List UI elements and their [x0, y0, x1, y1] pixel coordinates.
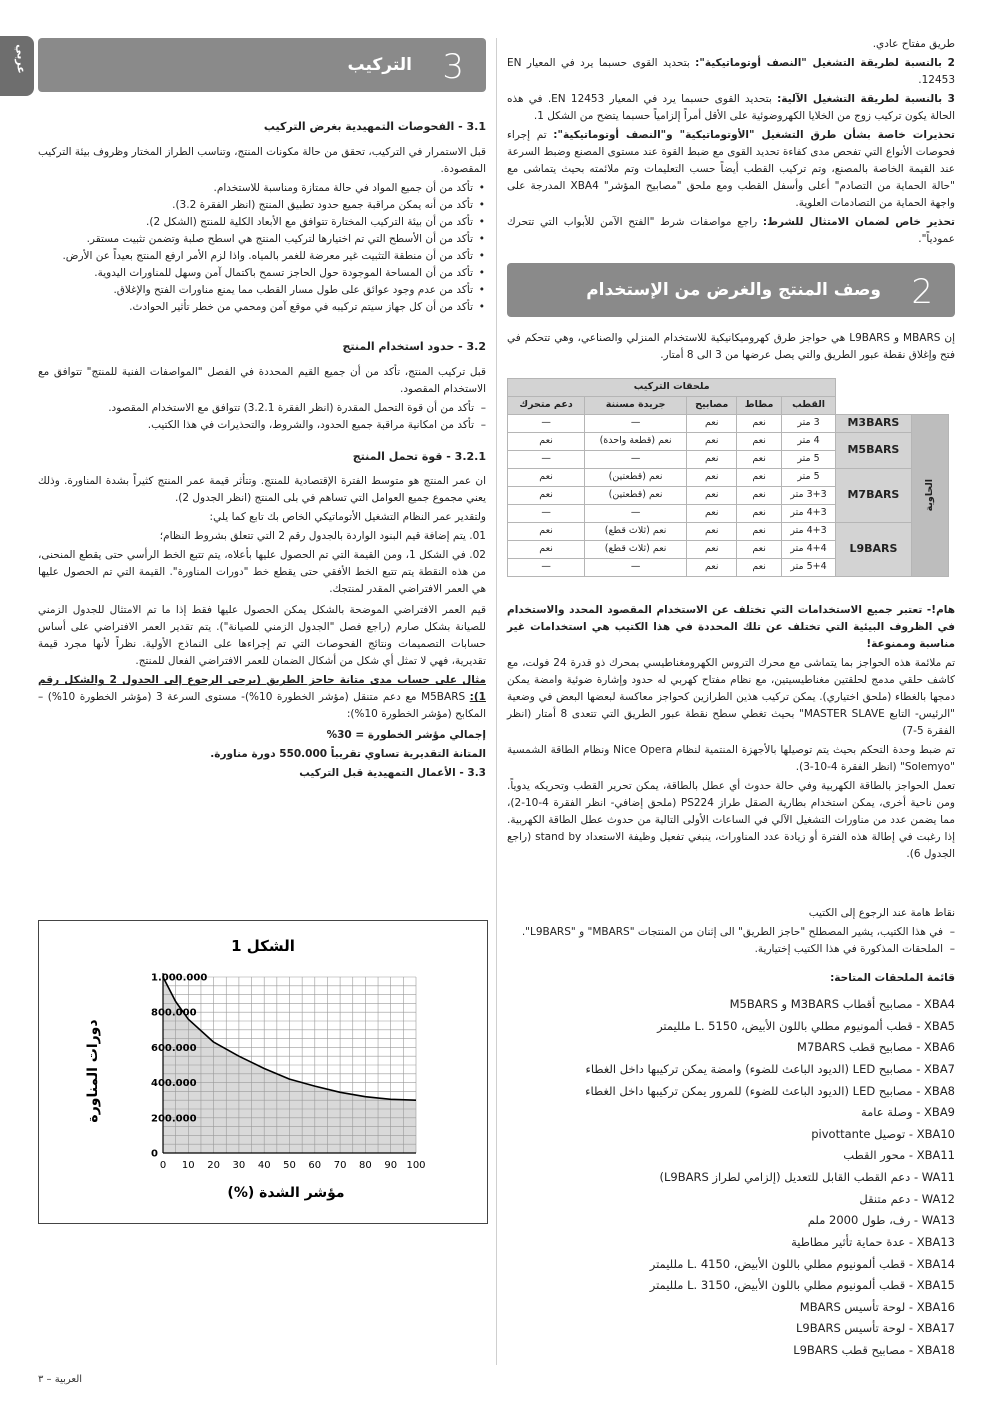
list-item: • تأكد من أن المساحة الموجودة حول الحاجز تسمح باكتمال آمن وسهل للمناورات اليدوية.	[38, 265, 486, 282]
page-footer: العربية – ٣	[38, 1374, 83, 1385]
models-table	[507, 378, 949, 577]
table-corner	[836, 379, 949, 415]
table-cell: نعم	[687, 451, 737, 469]
chart-x-tick-label: 100	[406, 1160, 426, 1171]
chart-title: الشكل 1	[231, 937, 295, 955]
column-divider	[496, 38, 497, 1365]
chart-x-tick-label: 90	[384, 1160, 398, 1171]
s321-total: إجمالي مؤشر الخطورة = 30%	[326, 729, 486, 742]
rt-line1: طريق مفتاح عادي.	[872, 38, 955, 50]
s2-intro-block	[507, 330, 955, 366]
table-model: L9BARS	[836, 523, 911, 577]
figure-1-chart	[38, 920, 488, 1224]
table-cell: نعم	[508, 523, 585, 541]
table-cell: —	[585, 415, 687, 433]
list-item: • تأكد من عدم وجود عوائق على طول مسار القطب مما يمنع مناورات الفتح والإغلاق.	[38, 282, 486, 299]
s2-p1: تم ملائمة هذه الحواجز بما يتماشى مع محرك التروس الكهرومغناطيسي بمحرك ذو قدرة 24 فولت، مع كاشف حلقي مدمج لحلقتين مغناطيسيتين، مع نظام مفتاح كهربي له حدود وإشارة ضوئية وامضة يمكن دمجها بالغطاء (ملحق اختياري). يمكن تركيب هذين الطرازين كحواجز معاكسة لبعضها البعض في وضعية "الرئيس- التابع MASTER SLAVE" بحيث تغطي سطح نقطة عبور الطريق التي تتعدى 8 أمتار (انظر الفقرة 5-7)	[507, 657, 955, 737]
table-row	[508, 469, 949, 487]
list-item: – الملحقات المذكورة في هذا الكتيب إختيارية.	[507, 941, 955, 958]
list-item: • تأكد من أن منطقة التثبيت غير معرضة للغمر بالمياه. واذا لزم الأمر ارفع المنتج بعيداً عن الأرض.	[38, 248, 486, 265]
s321-durability: المتانة التقديرية تساوي تقريباً 550.000 دورة مناورة.	[210, 748, 486, 761]
table-row	[508, 523, 949, 541]
section-2-header	[507, 263, 955, 317]
rt-warnings: تم إجراء فحوصات الأنواع التي تفحص مدى كفاءة تحديد القوى مع ضبط القوة عند مستوى المصنع وضبط السرعة عند القيمة الخاصة بالمصنع، وتم تركيب القطب أيضاً حسب التعليمات وتم ملائمته بحيث يتماشى مع "حالة الحماية من التصادم" أعلى وأسفل القطب ومع ملحق "مصابيح المؤشر" XBA4 المدرجة على واجهة الحماية من التصادمات العلوية.	[507, 129, 955, 209]
chart-xlabel: مؤشر الشدة (%)	[227, 1185, 345, 1201]
table-cell: —	[508, 451, 585, 469]
table-cell: نعم	[687, 505, 737, 523]
accessories-title: قائمة الملحقات المتاحة:	[830, 972, 955, 984]
s321-example: M5BARS مع دعم متنقل (مؤشر الخطورة 10%)- مستوى السرعة 3 (مؤشر الخطورة 10%) – المكابح (مؤشر الخطورة 10%):	[38, 691, 486, 721]
chart-x-tick-label: 0	[159, 1160, 167, 1171]
chart-x-tick-label: 60	[308, 1160, 322, 1171]
s31-intro: قبل الاستمرار في التركيب، تحقق من حالة مكونات المنتج، وتناسب الطراز المختار وظروف بيئة التركيب المقصودة.	[38, 145, 486, 175]
list-item: XBA5 - قطب ألمونيوم مطلي باللون الأبيض، L. 5150 ملليمتر	[657, 1018, 955, 1033]
list-item: • تأكد من أن كل جهاز سيتم تركيبه في موقع آمن ومحمي من خطر تأثير الحوادث.	[38, 299, 486, 316]
table-cell: —	[585, 505, 687, 523]
table-cell: نعم	[687, 469, 737, 487]
list-item: XBA18 - مصابيح قطب L9BARS	[793, 1343, 955, 1357]
rt-mode3-label: 3 بالنسبة لطريقة التشغيل الآلية:	[777, 93, 955, 105]
list-item: – تأكد من أن قوة التحمل المقدرة (انظر الفقرة 3.2.1) تتوافق مع الاستخدام المقصود.	[38, 400, 486, 417]
list-item: XBA16 - لوحة تأسيس MBARS	[799, 1299, 955, 1314]
rt-mode3: بتحديد القوى حسبما يرد في المعيار EN 12453. في هذه الحالة يكون تركيب زوج من الخلايا الكهروضوئية على الأقل أمراً إلزامياً حسبما يتضح من الشكل 1.	[507, 93, 955, 122]
chart-x-tick-label: 20	[207, 1160, 220, 1171]
table-cell: 5 متر	[781, 451, 836, 469]
chart-y-tick-label: 200.000	[151, 1113, 197, 1125]
table-cell: نعم (قطعتين)	[585, 469, 687, 487]
table-cell: نعم	[687, 541, 737, 559]
table-col-header: دعم متحرك	[508, 397, 585, 415]
table-cell: نعم (ثلاث قطع)	[585, 541, 687, 559]
table-cell: 4 متر	[781, 433, 836, 451]
table-cell: نعم	[687, 433, 737, 451]
list-item: XBA10 - توصيل pivottante	[811, 1126, 955, 1141]
s2-p3: تعمل الحواجز بالطاقة الكهربية وفي حالة حدوث أي عطل بالطاقة، يمكن تحرير القطب وتحريكه يدوياً. ومن ناحية أخرى، يمكن استخدام بطارية الصقل طراز PS224 (ملحق إضافي- انظر الفقرة 4-10-2)، مما يضمن عدد من مناورات التشغيل الآلي في الساعات الأولى التالية من حدوث عطل الطاقة الكهربية. إذا رغبت في إطالة هذه الفترة أو زيادة عدد المناورات، ينبغي تفعيل وظيفة الاستعداد stand by (راجع الجدول 6).	[507, 780, 956, 860]
list-item: XBA17 - لوحة تأسيس L9BARS	[795, 1321, 955, 1336]
table-group-header: ملحقات التركيب	[508, 379, 836, 397]
table-cell: —	[585, 559, 687, 577]
table-cell: نعم	[687, 523, 737, 541]
list-item: XBA8 - مصابيح LED (الديود الباعث للضوء) للمرور يمكن تركيبها داخل الغطاء	[585, 1083, 955, 1098]
chart-y-tick-label: 600.000	[151, 1042, 197, 1054]
table-family-cell	[911, 415, 948, 577]
chart-y-tick-label: 400.000	[151, 1078, 197, 1090]
chart-x-tick-label: 80	[359, 1160, 372, 1171]
table-cell: نعم (قطعة واحدة)	[585, 433, 687, 451]
list-item: WA11 - دعم القطب القابل للتعديل (إلزامي لطراز L9BARS)	[659, 1170, 955, 1184]
list-item: XBA6 - مصابيح قطب M7BARS	[797, 1040, 955, 1055]
list-item: XBA14 - قطب ألمونيوم مطلي باللون الأبيض، L. 4150 ملليمتر	[649, 1256, 955, 1271]
table-col-header: مطاط	[737, 397, 781, 415]
table-cell: —	[585, 451, 687, 469]
right-top-text	[507, 36, 955, 250]
list-item: XBA7 - مصابيح LED (الديود الباعث للضوء) وامضة يمكن تركيبها داخل الغطاء	[585, 1061, 955, 1076]
rt-mode2: بتحديد القوى حسبما يرد في المعيار EN 12453.	[507, 57, 955, 86]
rt-mode2-label: 2 بالنسبة لطريقة التشغيل "النصف أوتوماتيكية":	[695, 57, 955, 69]
s2-notes-list	[507, 924, 955, 958]
table-model: M5BARS	[836, 433, 911, 469]
s32-title: 3.2 - حدود استخدام المنتج	[342, 339, 486, 353]
table-cell: —	[508, 505, 585, 523]
table-row	[508, 415, 949, 433]
table-cell: 4+4 متر	[781, 541, 836, 559]
section-3-header	[38, 38, 486, 92]
s33-title: 3.3 - الأعمال التمهيدية قبل التركيب	[299, 767, 486, 780]
table-cell: نعم	[737, 433, 781, 451]
table-col-header: مصابيح	[687, 397, 737, 415]
rt-warnings-label: تحذيرات خاصة بشأن طرق التشغيل "الأوتوماتيكية" و"النصف أوتوماتيكية":	[553, 129, 955, 141]
table-cell: 5 متر	[781, 469, 836, 487]
table-cell: نعم (قطعتين)	[585, 487, 687, 505]
s321-step1: 01. يتم إضافة قيم البنود الواردة بالجدول رقم 2 التي تتعلق بشروط النظام؛	[159, 530, 486, 543]
table-cell: نعم	[737, 505, 781, 523]
accessories-list	[507, 995, 955, 1360]
table-cell: نعم	[737, 469, 781, 487]
s321-example-title: مثال على حساب مدى متانة حاجز الطريق (يرجى الرجوع إلى الجدول 2 والشكل رقم 1):	[38, 674, 486, 704]
chart-ylabel: دورات المناورة	[85, 1019, 101, 1123]
table-cell: نعم	[737, 487, 781, 505]
list-item: – تأكد من امكانية مراقبة جميع الحدود، والشروط، والتحذيرات في هذا الكتيب.	[38, 417, 486, 434]
list-item: XBA4 - مصابيح أقطاب M3BARS و M5BARS	[729, 997, 955, 1011]
list-item: • تأكد من أن جميع المواد في حالة ممتازة ومناسبة للاستخدام.	[38, 180, 486, 197]
table-cell: 4+3 متر	[781, 523, 836, 541]
list-item: XBA9 - وصلة عامة	[860, 1105, 955, 1120]
table-cell: نعم	[508, 487, 585, 505]
durability-chart	[39, 921, 487, 1223]
table-cell: 5+4 متر	[781, 559, 836, 577]
chart-x-tick-label: 70	[333, 1160, 347, 1171]
s321-title: 3.2.1 - قوة تحمل المنتج	[352, 449, 486, 463]
s31-title: 3.1 - الفحوصات التمهيدية بغرض التركيب	[263, 120, 486, 133]
table-cell: نعم	[737, 559, 781, 577]
table-cell: 3+3 متر	[781, 487, 836, 505]
s32-intro: قبل تركيب المنتج، تأكد من أن جميع القيم المحددة في الفصل "المواصفات الفنية للمنتج" تتوافق مع الاستخدام المقصود.	[38, 365, 486, 395]
chart-x-tick-label: 50	[283, 1160, 296, 1171]
list-item: • تأكد من أنه يمكن مراقبة جميع حدود تطبيق المنتج (انظر الفقرة 3.2).	[38, 197, 486, 214]
table-cell: 3 متر	[781, 415, 836, 433]
table-cell: نعم	[737, 541, 781, 559]
language-tab-label: عربي	[14, 44, 28, 74]
table-cell: نعم	[737, 523, 781, 541]
list-item: WA13 - رف، طول 2000 ملم	[807, 1213, 955, 1228]
s321-p5: قيم العمر الافتراضي الموضحة بالشكل يمكن الحصول عليها فقط إذا ما تم الامتثال للجدول الزمني للصيانة بشكل صارم (راجع فصل "الجدول الزمني للصيانة"). يتم تقدير العمر الافتراضي على أساس حسابات التصميمات ونتائج الفحوصات التي تم إجراءها على النماذج الأولية. نظراً لأنها مجرد قيمة تقديرية، فهي لا تمثل أي شكل من أشكال الضمان للعمر الافتراضي الفعال للمنتج.	[38, 604, 486, 668]
chart-x-tick-label: 40	[257, 1160, 271, 1171]
list-item: • تأكد من أن الأسطح التي تم اختيارها لتركيب المنتج هي اسطح صلبة وتضمن تثبيت مستقر.	[38, 231, 486, 248]
rt-compliance: راجع مواصفات شرط "الفتح الآمن للأبواب التي تتحرك عمودياً".	[507, 216, 955, 245]
table-model: M3BARS	[836, 415, 911, 433]
section-2-title: وصف المنتج والغرض من الإستخدام	[586, 280, 881, 300]
list-item: XBA13 - عدة حماية تأثير مطاطية	[791, 1234, 955, 1249]
table-cell: نعم	[508, 469, 585, 487]
s2-notes	[507, 905, 955, 1363]
list-item: XBA11 - محور القطب	[843, 1148, 955, 1163]
section-3-body	[38, 112, 486, 784]
table-cell: نعم	[687, 487, 737, 505]
s32-list	[38, 400, 486, 434]
list-item: – في هذا الكتيب، يشير المصطلح "حاجز الطريق" الى إثنان من المنتجات "MBARS" و "L9BARS".	[507, 924, 955, 941]
table-cell: —	[508, 559, 585, 577]
list-item: WA12 - دعم متنقل	[859, 1191, 955, 1206]
s321-p1: ان عمر المنتج هو متوسط الفترة الإقتصادية للمنتج. وتتأثر قيمة عمر المنتج كثيراً بشدة المناورة. وذلك يعني مجموع جميع العوامل التي تساهم في بلى المنتج (انظر الجدول 2).	[38, 475, 486, 505]
table-col-header: القطب	[781, 397, 836, 415]
s2-warning: هام!- تعتبر جميع الاستخدامات التي تختلف عن الاستخدام المقصود المحدد والاستخدام في الظروف البيئية التي تختلف عن تلك المحددة في هذا الكتيب هي استخدامات غير مناسبة وممنوعة!	[507, 604, 955, 650]
language-tab	[0, 36, 34, 96]
table-cell: نعم	[737, 451, 781, 469]
table-cell: —	[508, 415, 585, 433]
section-2-number: 2	[911, 272, 933, 312]
chart-y-tick-label: 800.000	[151, 1007, 197, 1019]
table-cell: نعم (ثلاث قطع)	[585, 523, 687, 541]
table-family-label: الحاوية	[923, 479, 935, 512]
section-3-title: التركيب	[347, 55, 412, 75]
s2-body	[507, 602, 955, 865]
table-col-header: جريدة مسننة	[585, 397, 687, 415]
chart-y-tick-label: 1.000.000	[151, 972, 208, 984]
list-item: XBA15 - قطب ألمونيوم مطلي باللون الأبيض، L. 3150 ملليمتر	[649, 1278, 955, 1293]
s321-step2: 02. في الشكل 1، ومن القيمة التي تم الحصول عليها بأعلاه، يتم تتبع الخط الرأسي حتى يقطع المنحنى، من هذه النقطة يتم تتبع الخط الأفقي حتى يقطع خط "دورات المناورة". القيمة التي تم الحصول عليها هي العمر الافتراضي المقدر لمنتجك.	[38, 549, 486, 596]
chart-x-tick-label: 30	[232, 1160, 246, 1171]
s2-notes-title: نقاط هامة عند الرجوع إلى الكتيب	[808, 907, 955, 919]
rt-compliance-label: تحذير خاص لضمان الامتثال للشرط:	[762, 216, 955, 228]
table-model: M7BARS	[836, 469, 911, 523]
s31-checklist	[38, 180, 486, 316]
table-cell: نعم	[687, 415, 737, 433]
s2-intro: إن MBARS و L9BARS هي حواجز طرق كهروميكانيكية للاستخدام المنزلي والصناعي، وهي تتحكم في فتح وإغلاق نقطة عبور الطريق والتي يصل عرضها من 3 الى 8 أمتار.	[507, 332, 955, 361]
table-cell: 4+3 متر	[781, 505, 836, 523]
s2-p2: تم ضبط وحدة التحكم بحيث يتم توصيلها بالأجهزة المنتمية لنظام Nice Opera ونظام الطاقة الشمسية "Solemyo" (انظر الفقرة 4-10-3).	[507, 744, 955, 773]
table-cell: نعم	[737, 415, 781, 433]
s321-p2: ولتقدير عمر النظام التشغيل الأتوماتيكي الخاص بك تابع كما يلي:	[209, 511, 486, 524]
section-3-number: 3	[442, 47, 464, 87]
table-row	[508, 433, 949, 451]
table-cell: نعم	[687, 559, 737, 577]
chart-y-tick-label: 0	[151, 1148, 158, 1160]
list-item: • تأكد من أن بيئة التركيب المختارة تتوافق مع الأبعاد الكلية للمنتج (الشكل 2).	[38, 214, 486, 231]
table-cell: نعم	[508, 433, 585, 451]
table-cell: نعم	[508, 541, 585, 559]
chart-x-tick-label: 10	[181, 1160, 195, 1171]
